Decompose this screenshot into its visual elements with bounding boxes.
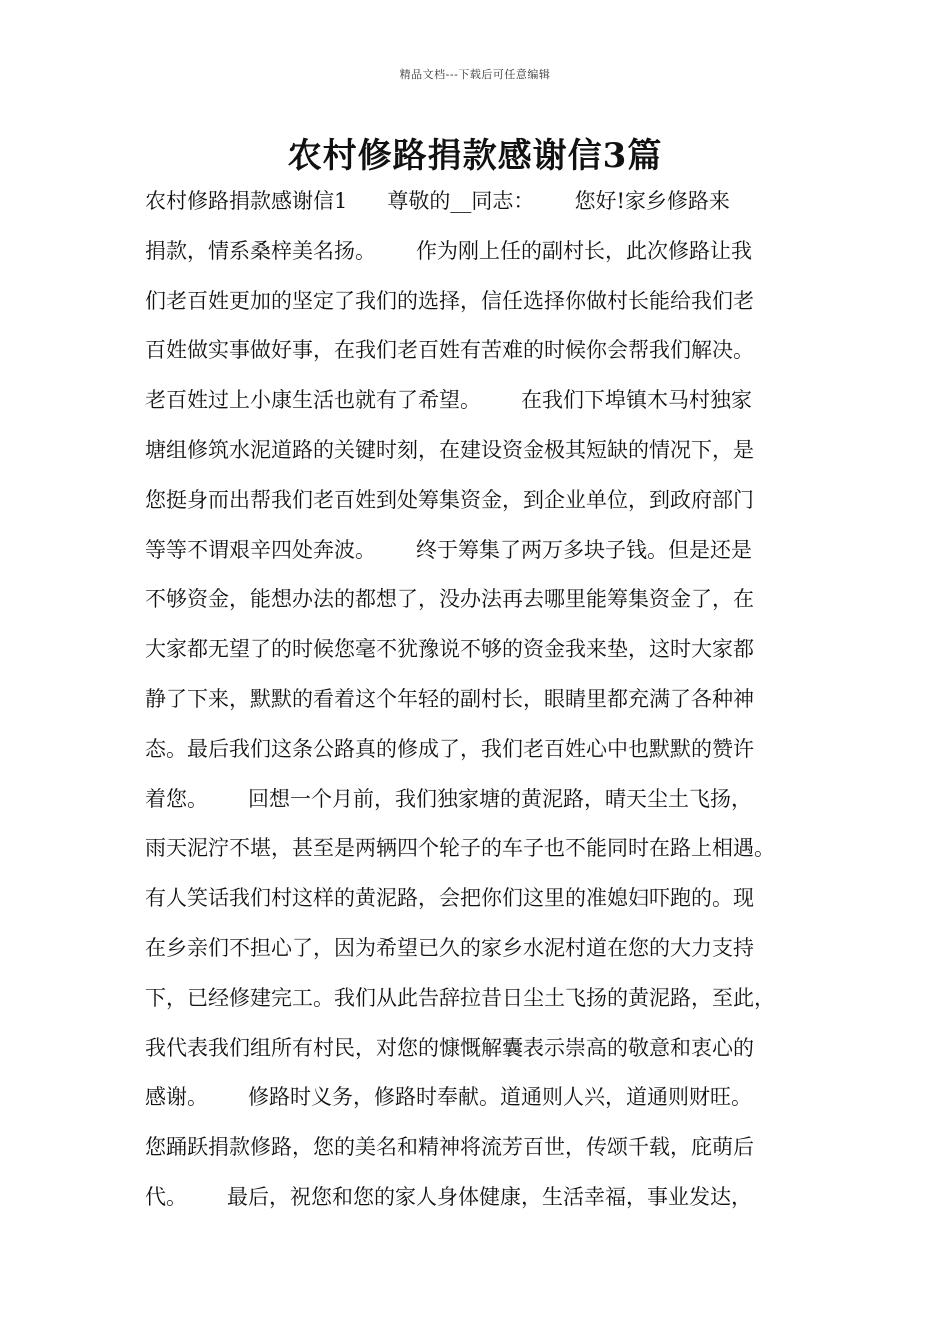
body-line: 不够资金，能想办法的都想了，没办法再去哪里能筹集资金了，在 bbox=[145, 587, 754, 612]
body-line: 们老百姓更加的坚定了我们的选择，信任选择你做村长能给我们老 bbox=[145, 288, 754, 313]
body-line: 农村修路捐款感谢信1 尊敬的__同志： 您好!家乡修路来 bbox=[145, 189, 730, 213]
body-line: 大家都无望了的时候您毫不犹豫说不够的资金我来垫，这时大家都 bbox=[145, 637, 754, 662]
body-line: 代。 最后，祝您和您的家人身体健康，生活幸福，事业发达， bbox=[145, 1184, 753, 1209]
document-body bbox=[145, 184, 825, 1230]
body-line: 感谢。 修路时义务，修路时奉献。道通则人兴，道通则财旺。 bbox=[145, 1085, 753, 1110]
body-line: 老百姓过上小康生活也就有了希望。 在我们下埠镇木马村独家 bbox=[145, 388, 753, 413]
header-note: 精品文档---下载后可任意编辑 bbox=[399, 68, 551, 81]
body-line: 着您。 回想一个月前，我们独家塘的黄泥路，晴天尘土飞扬， bbox=[145, 786, 753, 811]
body-line: 塘组修筑水泥道路的关键时刻，在建设资金极其短缺的情况下，是 bbox=[145, 437, 754, 462]
body-line: 在乡亲们不担心了，因为希望已久的家乡水泥村道在您的大力支持 bbox=[145, 935, 754, 960]
body-line: 捐款，情系桑梓美名扬。 作为刚上任的副村长，此次修路让我 bbox=[145, 238, 753, 263]
body-line: 您挺身而出帮我们老百姓到处筹集资金，到企业单位，到政府部门 bbox=[145, 487, 754, 512]
body-line: 百姓做实事做好事，在我们老百姓有苦难的时候你会帮我们解决。 bbox=[145, 338, 754, 363]
body-line: 等等不谓艰辛四处奔波。 终于筹集了两万多块子钱。但是还是 bbox=[145, 537, 753, 562]
body-line: 有人笑话我们村这样的黄泥路，会把你们这里的准媳妇吓跑的。现 bbox=[145, 886, 754, 911]
body-line: 态。最后我们这条公路真的修成了，我们老百姓心中也默默的赞许 bbox=[145, 736, 754, 761]
body-line: 雨天泥泞不堪，甚至是两辆四个轮子的车子也不能同时在路上相遇。 bbox=[145, 836, 775, 861]
body-line: 下，已经修建完工。我们从此告辞拉昔日尘土飞扬的黄泥路，至此， bbox=[145, 985, 775, 1010]
body-line: 静了下来，默默的看着这个年轻的副村长，眼睛里都充满了各种神 bbox=[145, 686, 754, 711]
document-title: 农村修路捐款感谢信3篇 bbox=[287, 136, 663, 176]
body-line: 您踊跃捐款修路，您的美名和精神将流芳百世，传颂千载，庇萌后 bbox=[145, 1135, 754, 1160]
body-line: 我代表我们组所有村民，对您的慷慨解囊表示崇高的敬意和衷心的 bbox=[145, 1035, 754, 1060]
